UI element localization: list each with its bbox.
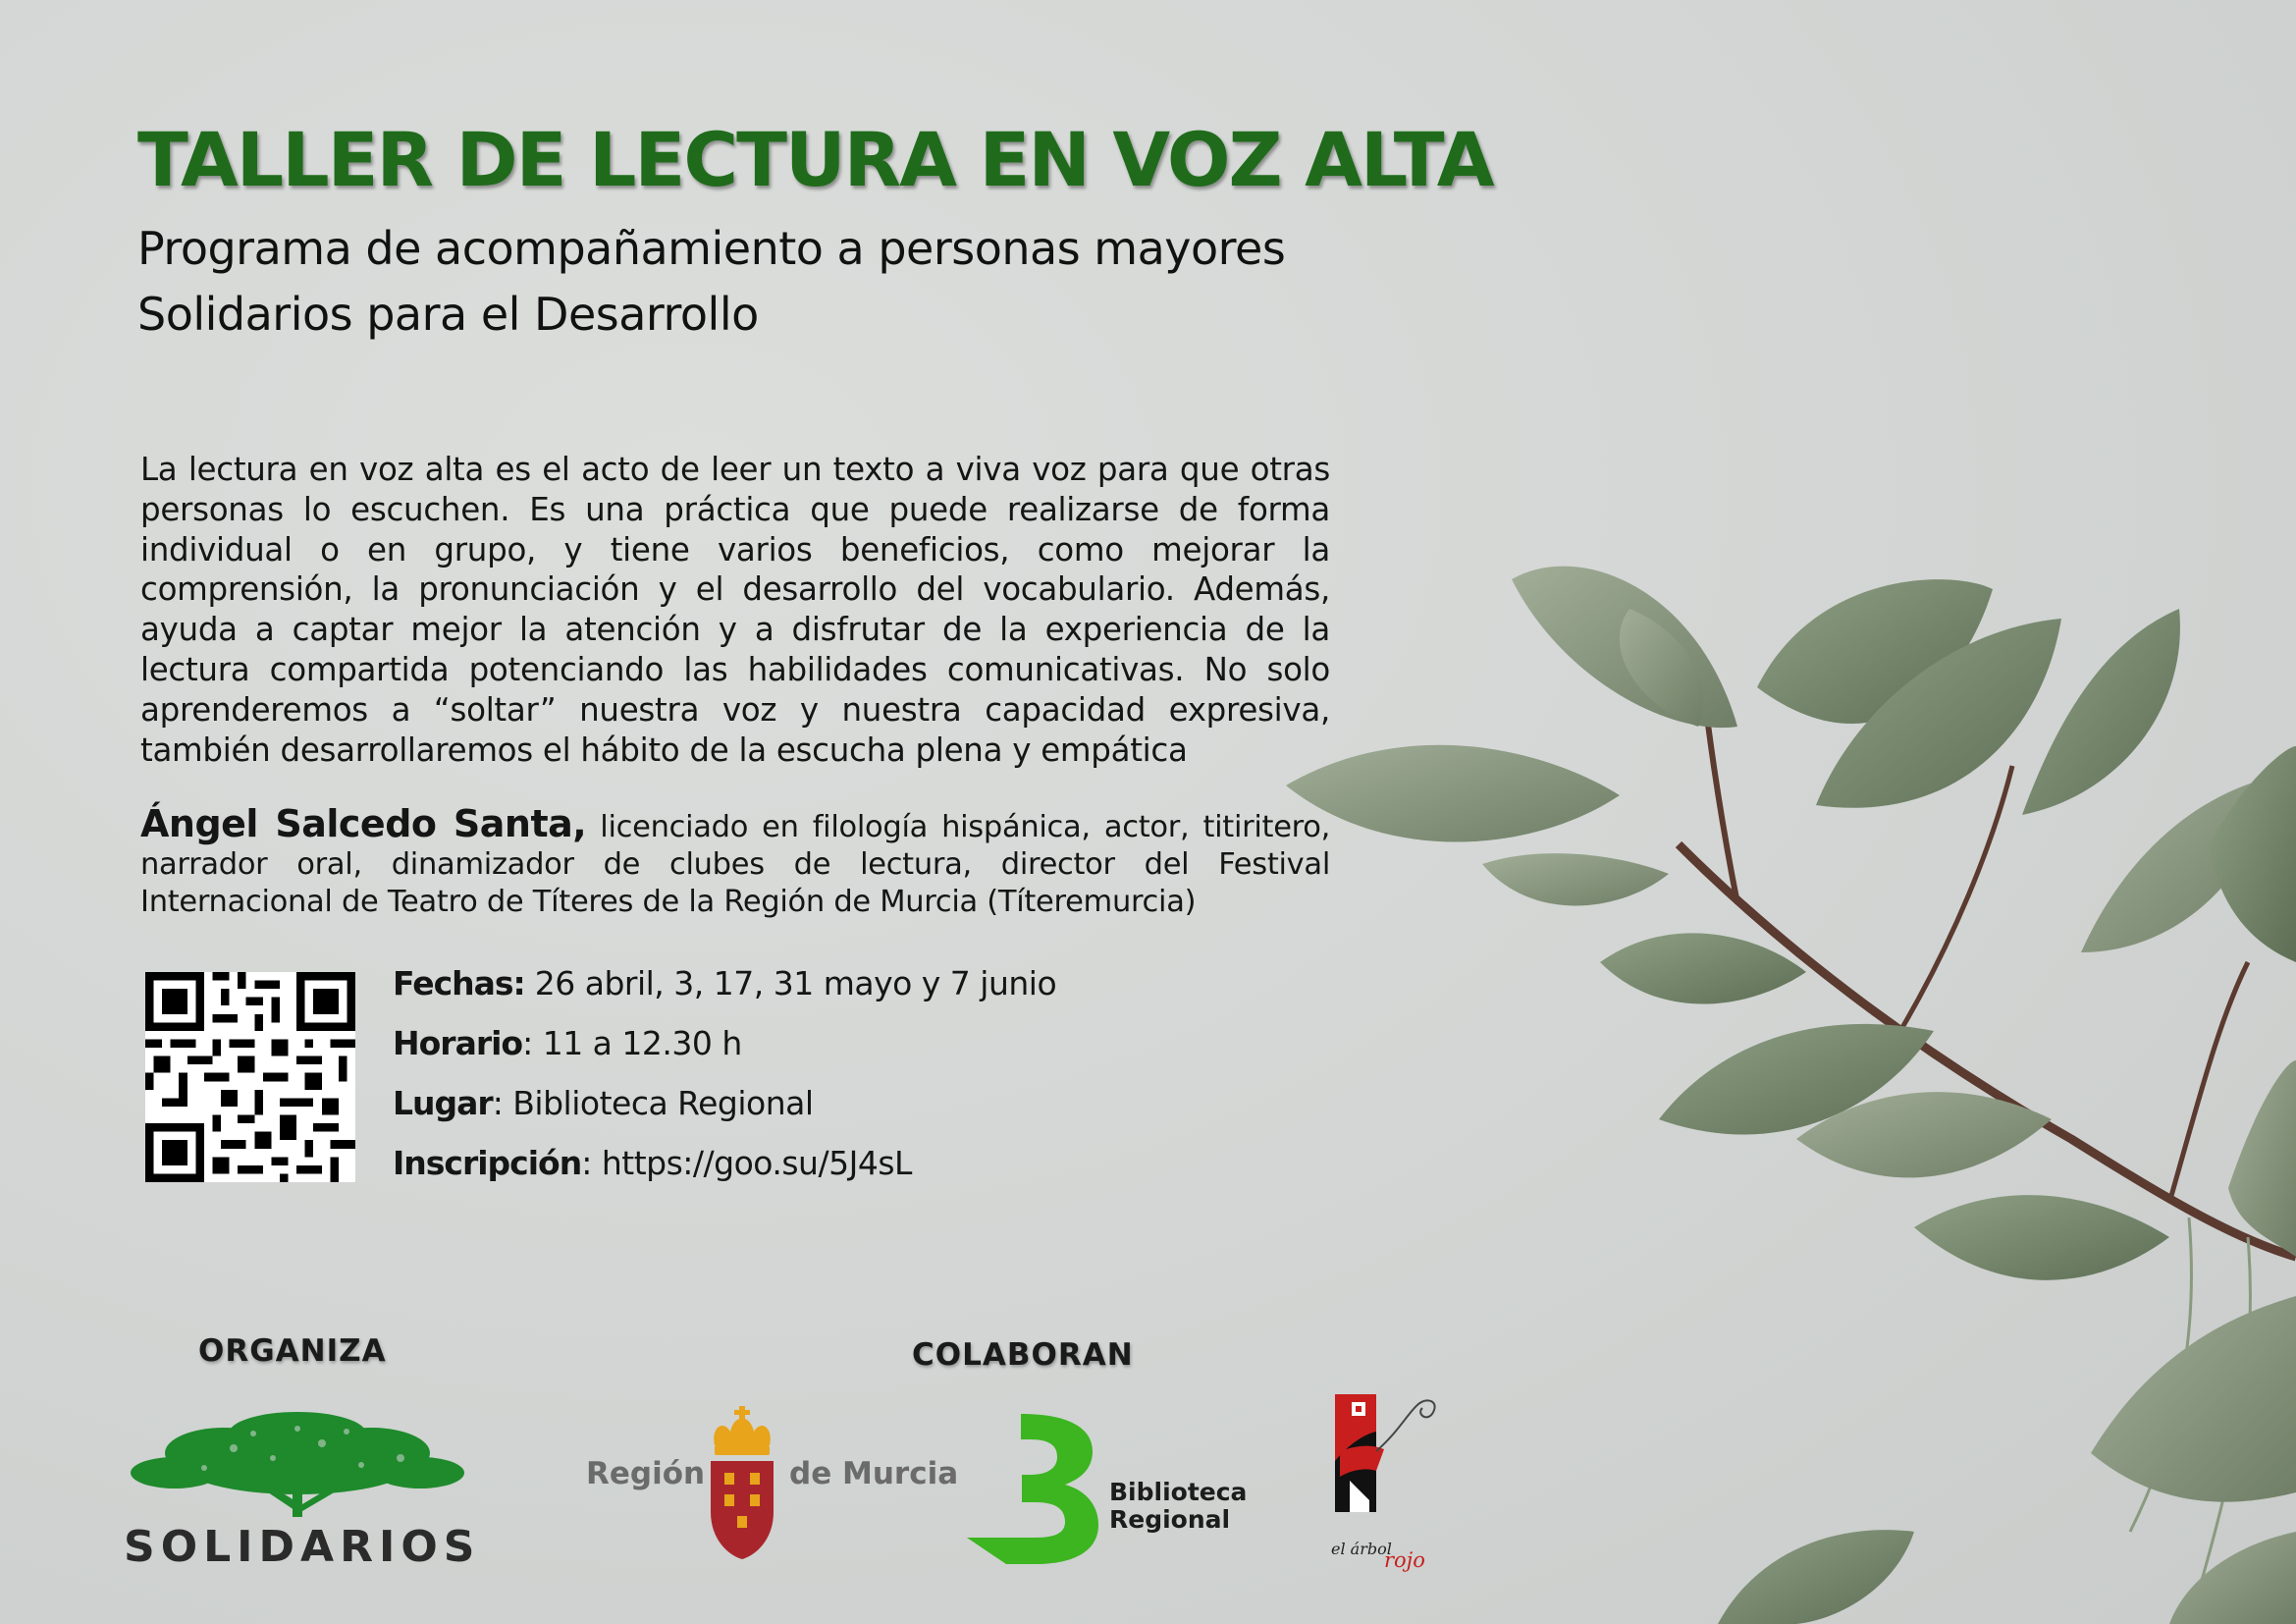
place-value: : Biblioteca Regional	[492, 1084, 814, 1122]
subtitle-organization: Solidarios para el Desarrollo	[137, 288, 759, 341]
biblioteca-logo-text	[1109, 1479, 1247, 1534]
instructor-name: Ángel Salcedo Santa,	[140, 802, 587, 845]
instructor-bio-text: licenciado en filología hispánica, actor, titiritero, narrador oral, dinamizador de clubes de lectura, director del Festival Internacional de Teatro de Títeres de la Región de Murcia (Títeremurcia)	[140, 810, 1330, 919]
dates-value: 26 abril, 3, 17, 31 mayo y 7 junio	[524, 964, 1057, 1002]
subtitle-program: Programa de acompañamiento a personas mayores	[137, 222, 1286, 275]
instructor-bio	[140, 802, 1330, 921]
el-arbol-rojo-logo	[1330, 1392, 1443, 1515]
organiza-label: ORGANIZA	[198, 1333, 387, 1369]
arbol-logo-text-line2: rojo	[1384, 1548, 1425, 1572]
time-row	[393, 1017, 1056, 1077]
biblioteca-logo-line1: Biblioteca	[1109, 1478, 1248, 1506]
time-value: : 11 a 12.30 h	[522, 1024, 742, 1062]
signup-row	[393, 1137, 1056, 1197]
murcia-crest-logo	[701, 1404, 783, 1561]
place-row	[393, 1077, 1056, 1137]
colaboran-label: COLABORAN	[912, 1337, 1134, 1373]
place-label: Lugar	[393, 1084, 493, 1122]
description-paragraph: La lectura en voz alta es el acto de leer un texto a viva voz para que otras personas lo escuchen. Es una práctica que puede realizarse de forma individual o en grupo, y tiene varios beneficios, como mejorar la comprensión, la pronunciación y el desarrollo del vocabulario. Además, ayuda a captar mejor la atención y a disfrutar de la experiencia de la lectura compartida potenciando las habilidades comunicativas. No solo aprenderemos a “soltar” nuestra voz y nuestra capacidad expresiva, también desarrollaremos el hábito de la escucha plena y empática	[140, 451, 1330, 769]
event-details	[393, 957, 1056, 1197]
murcia-logo-text-left: Región	[586, 1456, 706, 1491]
signup-label: Inscripción	[393, 1144, 582, 1182]
arbol-logo-text-line1: el árbol	[1331, 1540, 1392, 1558]
dates-row	[393, 957, 1056, 1017]
solidarios-logo-text: SOLIDARIOS	[124, 1522, 481, 1572]
biblioteca-logo-line2: Regional	[1109, 1505, 1231, 1534]
signup-link[interactable]: : https://goo.su/5J4sL	[581, 1144, 912, 1182]
qr-code-image[interactable]	[145, 972, 355, 1182]
biblioteca-regional-logo	[967, 1412, 1104, 1564]
murcia-logo-text-right: de Murcia	[789, 1456, 959, 1491]
dates-label: Fechas:	[393, 964, 525, 1002]
time-label: Horario	[393, 1024, 523, 1062]
page-title: TALLER DE LECTURA EN VOZ ALTA	[137, 116, 1493, 203]
